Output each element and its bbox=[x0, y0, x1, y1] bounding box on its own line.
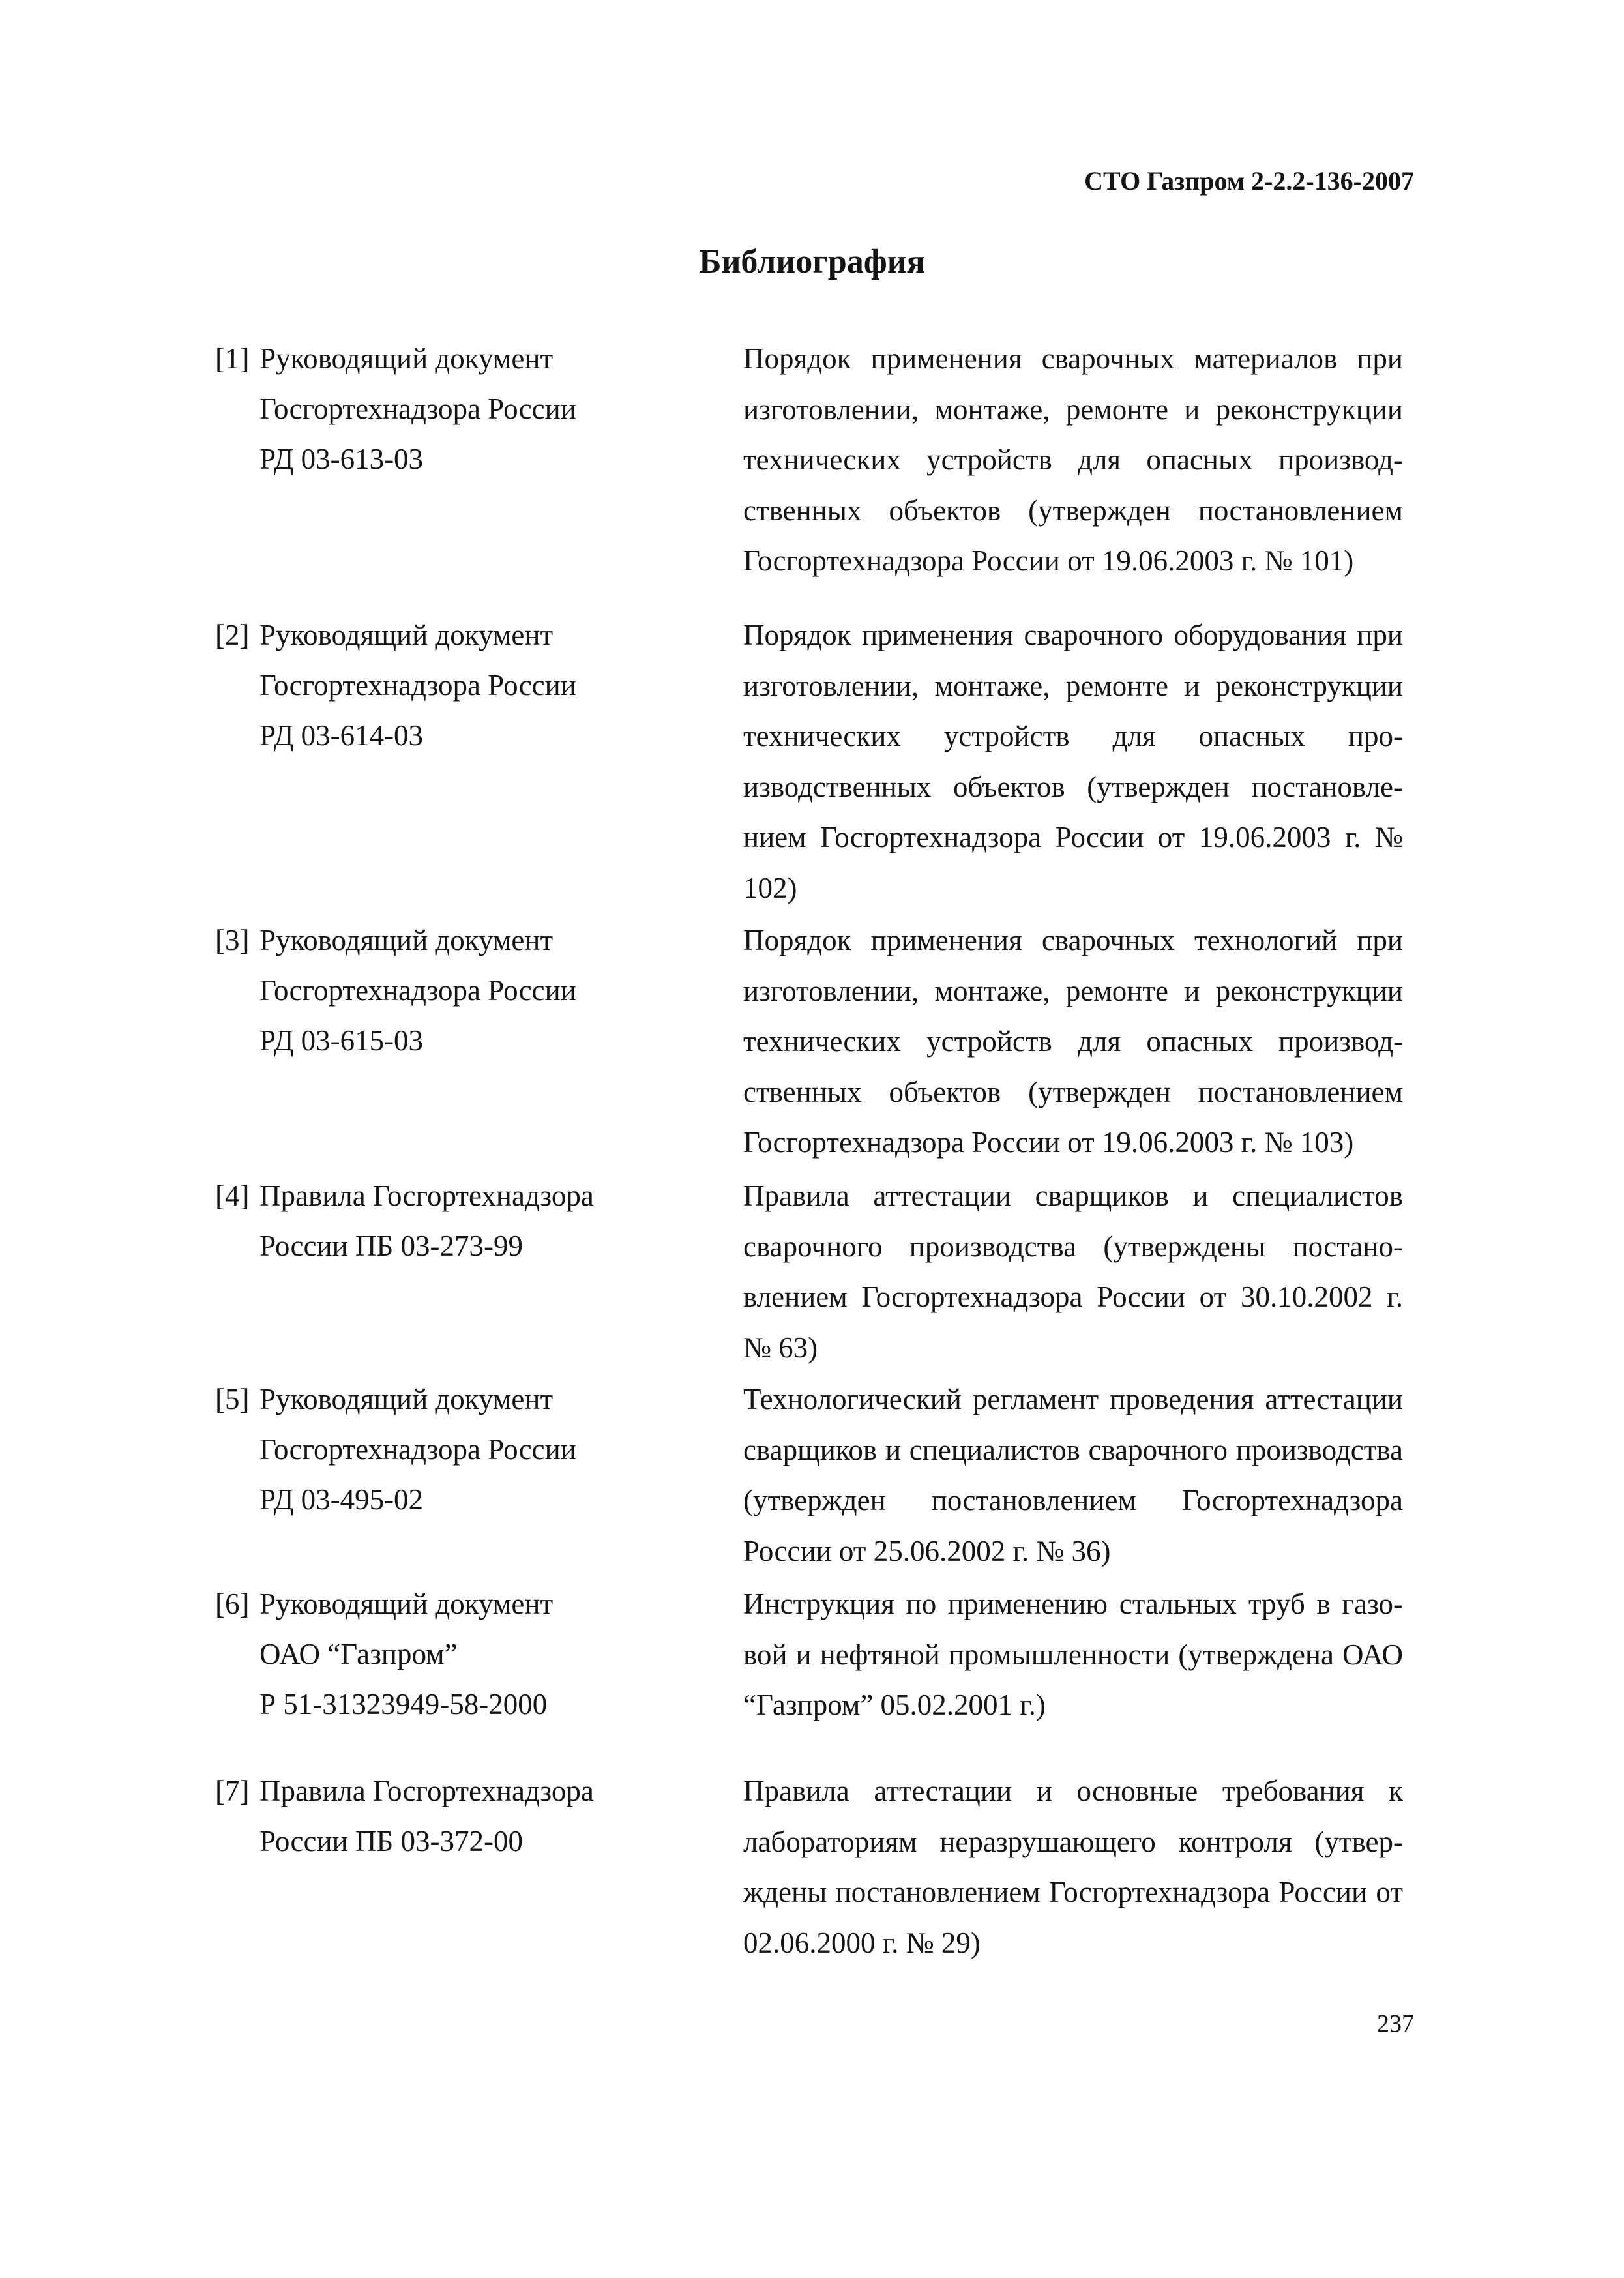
entry-source bbox=[259, 1579, 553, 1730]
entry-source-line: Руководящий документ bbox=[259, 619, 554, 651]
entry-source-line: Правила Госгортехнадзора bbox=[259, 1775, 594, 1807]
page-title: Библиография bbox=[699, 243, 925, 280]
entry-source-line: Госгортехнадзора России bbox=[259, 974, 576, 1007]
entry-description: Порядок применения сварочных материалов при изготовлении, монтаже, ремонте и реконструкции технических устройств для опасных производственных объектов (утвержден постановлением Госгортехнадзора России от 19.06.2003 г. № 101) bbox=[743, 342, 1403, 577]
entry-number: [4] bbox=[215, 1179, 250, 1212]
entry-source-line: РД 03-614-03 bbox=[259, 719, 424, 752]
entry-source-line: Р 51-31323949-58-2000 bbox=[259, 1688, 548, 1721]
entry-source bbox=[259, 334, 576, 484]
entry-description: Правила аттестации сварщиков и специалистов сварочного производства (утверждены постановлением Госгортехнадзора России от 30.10.2002 г. № 63) bbox=[743, 1179, 1403, 1364]
entry-source-line: РД 03-615-03 bbox=[259, 1024, 424, 1057]
entry-source-line: Госгортехнадзора России bbox=[259, 669, 576, 702]
entry-number: [5] bbox=[215, 1383, 250, 1415]
entry-number: [1] bbox=[215, 342, 250, 375]
entry-source-line: России ПБ 03-273-99 bbox=[259, 1230, 523, 1262]
entry-source-line: Правила Госгортехнадзора bbox=[259, 1179, 594, 1212]
entry-source-line: России ПБ 03-372-00 bbox=[259, 1825, 523, 1857]
entry-number: [7] bbox=[215, 1775, 250, 1807]
entry-source-line: Госгортехнадзора России bbox=[259, 392, 576, 425]
entry-number: [3] bbox=[215, 924, 250, 956]
entry-source bbox=[259, 1374, 576, 1525]
entry-number: [6] bbox=[215, 1588, 250, 1620]
entry-source-line: ОАО “Газпром” bbox=[259, 1638, 458, 1670]
entry-source bbox=[259, 610, 576, 761]
entry-description: Технологический регламент проведения аттестации сварщиков и специалистов сварочного производства (утвержден постановлением Госгортехнадзора России от 25.06.2002 г. № 36) bbox=[743, 1383, 1403, 1567]
entry-description: Инструкция по применению стальных труб в газовой и нефтяной промышленности (утверждена ОАО “Газпром” 05.02.2001 г.) bbox=[743, 1588, 1403, 1721]
entry-source bbox=[259, 1766, 594, 1867]
entry-description: Порядок применения сварочного оборудования при изготовлении, монтаже, ремонте и реконструкции технических устройств для опасных производственных объектов (утвержден постановлением Госгортехнадзора России от 19.06.2003 г. № 102) bbox=[743, 619, 1403, 904]
page-number: 237 bbox=[1377, 2010, 1414, 2037]
entry-source-line: Руководящий документ bbox=[259, 924, 554, 956]
entry-source bbox=[259, 1171, 594, 1271]
entry-source-line: РД 03-495-02 bbox=[259, 1483, 424, 1516]
entry-source-line: Госгортехнадзора России bbox=[259, 1433, 576, 1466]
entry-number: [2] bbox=[215, 619, 250, 651]
entry-source-line: Руководящий документ bbox=[259, 342, 554, 375]
entry-description: Правила аттестации и основные требования к лабораториям неразрушающего контроля (утверждены постановлением Госгортехнадзора России от 02.06.2000 г. № 29) bbox=[743, 1775, 1403, 1959]
entry-source-line: РД 03-613-03 bbox=[259, 443, 424, 475]
entry-source-line: Руководящий документ bbox=[259, 1588, 554, 1620]
document-code: СТО Газпром 2-2.2-136-2007 bbox=[1084, 166, 1414, 196]
entry-source bbox=[259, 915, 576, 1066]
entry-description: Порядок применения сварочных технологий при изготовлении, монтаже, ремонте и реконструкции технических устройств для опасных производственных объектов (утвержден постановлением Госгортехнадзора России от 19.06.2003 г. № 103) bbox=[743, 924, 1403, 1159]
entry-source-line: Руководящий документ bbox=[259, 1383, 554, 1415]
